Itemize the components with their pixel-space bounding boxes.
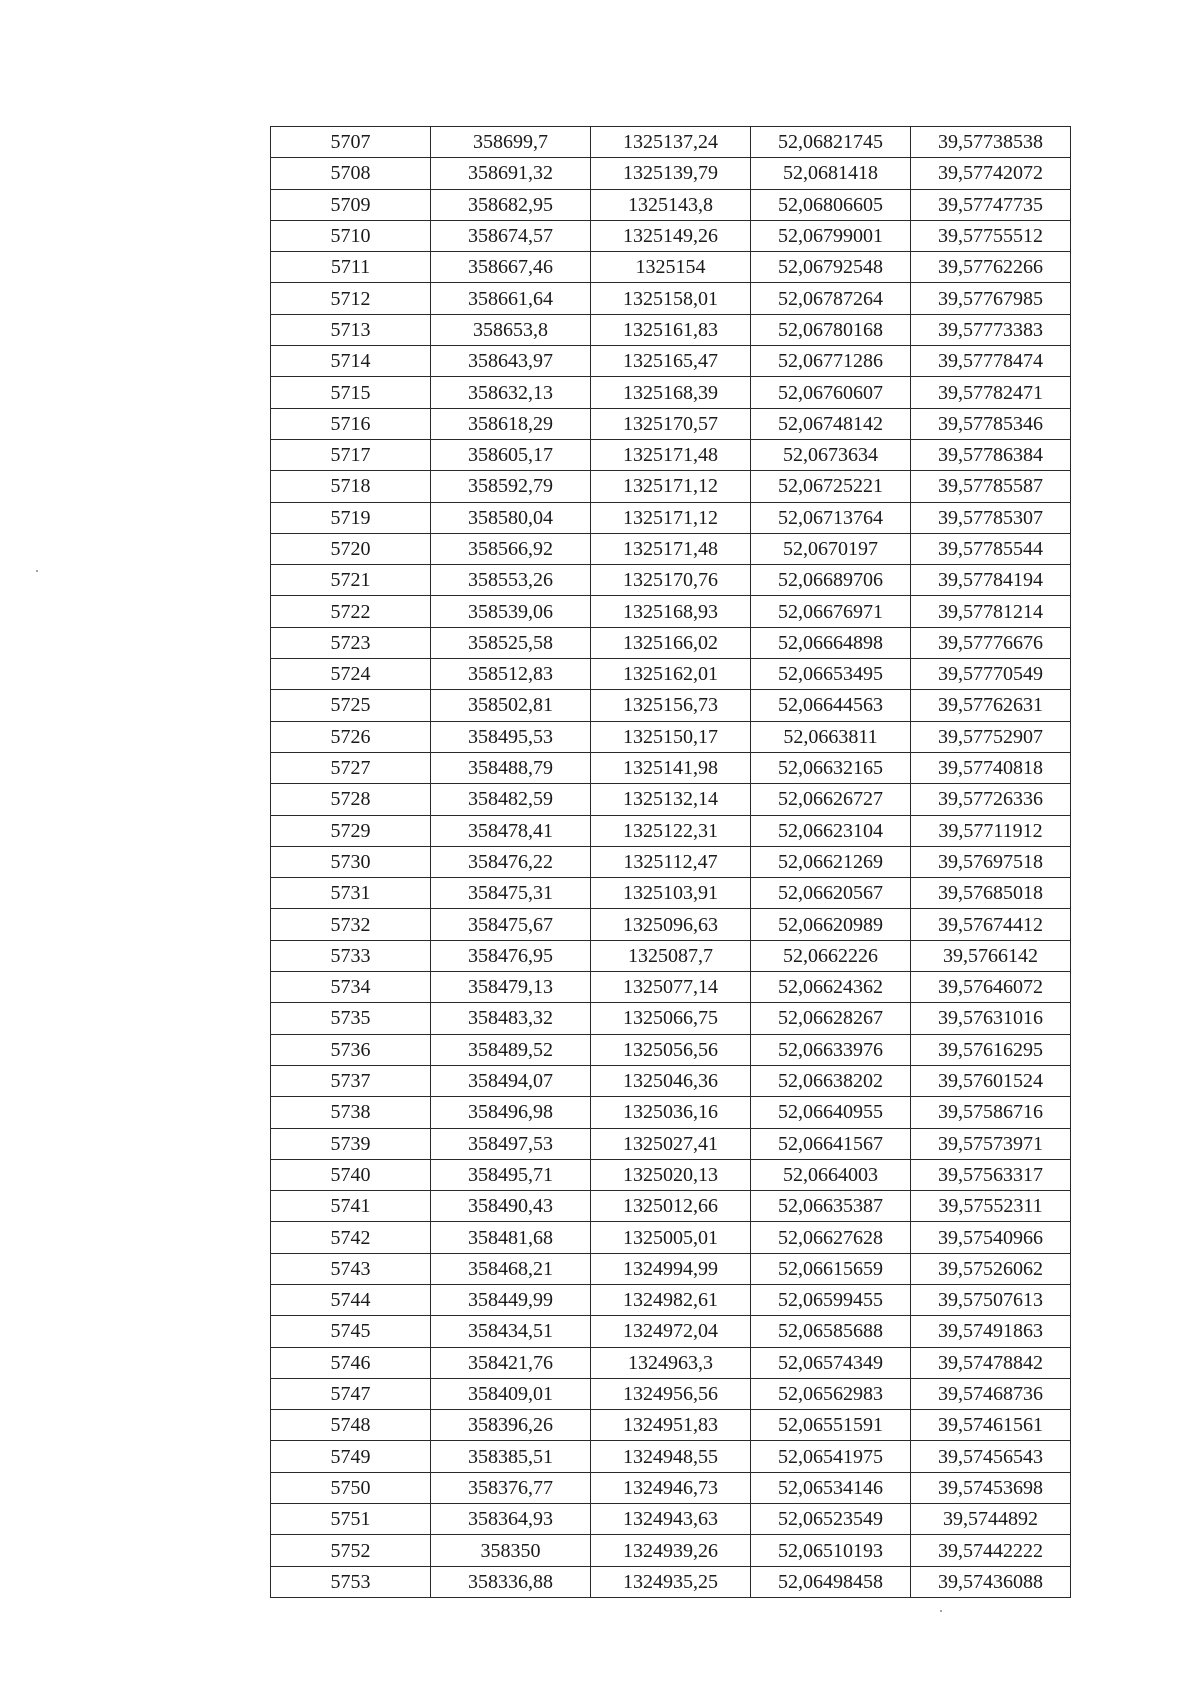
y-coordinate-cell: 1325143,8	[591, 189, 751, 220]
table-row	[271, 565, 1071, 596]
longitude-cell: 39,57631016	[911, 1003, 1071, 1034]
table-row	[271, 940, 1071, 971]
point-number-cell: 5719	[271, 502, 431, 533]
latitude-cell: 52,06599455	[751, 1284, 911, 1315]
y-coordinate-cell: 1325158,01	[591, 283, 751, 314]
point-number-cell: 5725	[271, 690, 431, 721]
x-coordinate-cell: 358495,53	[431, 721, 591, 752]
x-coordinate-cell: 358481,68	[431, 1222, 591, 1253]
longitude-cell: 39,57573971	[911, 1128, 1071, 1159]
latitude-cell: 52,06635387	[751, 1191, 911, 1222]
y-coordinate-cell: 1325103,91	[591, 878, 751, 909]
y-coordinate-cell: 1325087,7	[591, 940, 751, 971]
table-row	[271, 1065, 1071, 1096]
longitude-cell: 39,5766142	[911, 940, 1071, 971]
table-row	[271, 533, 1071, 564]
latitude-cell: 52,06620567	[751, 878, 911, 909]
x-coordinate-cell: 358653,8	[431, 314, 591, 345]
point-number-cell: 5734	[271, 972, 431, 1003]
x-coordinate-cell: 358667,46	[431, 252, 591, 283]
longitude-cell: 39,57601524	[911, 1065, 1071, 1096]
x-coordinate-cell: 358483,32	[431, 1003, 591, 1034]
longitude-cell: 39,57786384	[911, 439, 1071, 470]
y-coordinate-cell: 1324935,25	[591, 1566, 751, 1597]
longitude-cell: 39,57674412	[911, 909, 1071, 940]
x-coordinate-cell: 358475,67	[431, 909, 591, 940]
scan-speck	[940, 1610, 942, 1612]
table-row	[271, 1284, 1071, 1315]
point-number-cell: 5714	[271, 346, 431, 377]
longitude-cell: 39,57767985	[911, 283, 1071, 314]
longitude-cell: 39,57785544	[911, 533, 1071, 564]
y-coordinate-cell: 1324963,3	[591, 1347, 751, 1378]
table-row	[271, 784, 1071, 815]
point-number-cell: 5740	[271, 1159, 431, 1190]
longitude-cell: 39,57778474	[911, 346, 1071, 377]
latitude-cell: 52,06713764	[751, 502, 911, 533]
table-row	[271, 752, 1071, 783]
x-coordinate-cell: 358409,01	[431, 1378, 591, 1409]
latitude-cell: 52,06623104	[751, 815, 911, 846]
table-row	[271, 878, 1071, 909]
longitude-cell: 39,57747735	[911, 189, 1071, 220]
y-coordinate-cell: 1324943,63	[591, 1504, 751, 1535]
x-coordinate-cell: 358643,97	[431, 346, 591, 377]
table-row	[271, 1034, 1071, 1065]
latitude-cell: 52,06632165	[751, 752, 911, 783]
y-coordinate-cell: 1325161,83	[591, 314, 751, 345]
table-row	[271, 1378, 1071, 1409]
y-coordinate-cell: 1325154	[591, 252, 751, 283]
y-coordinate-cell: 1325149,26	[591, 220, 751, 251]
table-row	[271, 1535, 1071, 1566]
x-coordinate-cell: 358478,41	[431, 815, 591, 846]
latitude-cell: 52,06792548	[751, 252, 911, 283]
x-coordinate-cell: 358476,22	[431, 846, 591, 877]
x-coordinate-cell: 358482,59	[431, 784, 591, 815]
point-number-cell: 5753	[271, 1566, 431, 1597]
latitude-cell: 52,06510193	[751, 1535, 911, 1566]
longitude-cell: 39,57436088	[911, 1566, 1071, 1597]
latitude-cell: 52,06771286	[751, 346, 911, 377]
table-row	[271, 377, 1071, 408]
table-row	[271, 1410, 1071, 1441]
table-row	[271, 627, 1071, 658]
latitude-cell: 52,06725221	[751, 471, 911, 502]
point-number-cell: 5723	[271, 627, 431, 658]
latitude-cell: 52,0673634	[751, 439, 911, 470]
x-coordinate-cell: 358699,7	[431, 127, 591, 158]
x-coordinate-cell: 358605,17	[431, 439, 591, 470]
table-row	[271, 439, 1071, 470]
table-row	[271, 815, 1071, 846]
table-row	[271, 127, 1071, 158]
longitude-cell: 39,57782471	[911, 377, 1071, 408]
table-row	[271, 220, 1071, 251]
x-coordinate-cell: 358364,93	[431, 1504, 591, 1535]
y-coordinate-cell: 1325139,79	[591, 158, 751, 189]
x-coordinate-cell: 358618,29	[431, 408, 591, 439]
longitude-cell: 39,57784194	[911, 565, 1071, 596]
longitude-cell: 39,57742072	[911, 158, 1071, 189]
latitude-cell: 52,06574349	[751, 1347, 911, 1378]
x-coordinate-cell: 358421,76	[431, 1347, 591, 1378]
point-number-cell: 5735	[271, 1003, 431, 1034]
latitude-cell: 52,06620989	[751, 909, 911, 940]
table-row	[271, 909, 1071, 940]
latitude-cell: 52,06585688	[751, 1316, 911, 1347]
table-row	[271, 596, 1071, 627]
x-coordinate-cell: 358476,95	[431, 940, 591, 971]
x-coordinate-cell: 358661,64	[431, 283, 591, 314]
point-number-cell: 5743	[271, 1253, 431, 1284]
table-row	[271, 252, 1071, 283]
point-number-cell: 5746	[271, 1347, 431, 1378]
longitude-cell: 39,57616295	[911, 1034, 1071, 1065]
y-coordinate-cell: 1325020,13	[591, 1159, 751, 1190]
point-number-cell: 5737	[271, 1065, 431, 1096]
y-coordinate-cell: 1325168,39	[591, 377, 751, 408]
x-coordinate-cell: 358525,58	[431, 627, 591, 658]
y-coordinate-cell: 1325162,01	[591, 659, 751, 690]
table-row	[271, 1003, 1071, 1034]
x-coordinate-cell: 358580,04	[431, 502, 591, 533]
y-coordinate-cell: 1325027,41	[591, 1128, 751, 1159]
latitude-cell: 52,06799001	[751, 220, 911, 251]
latitude-cell: 52,06689706	[751, 565, 911, 596]
point-number-cell: 5731	[271, 878, 431, 909]
table-row	[271, 408, 1071, 439]
y-coordinate-cell: 1324939,26	[591, 1535, 751, 1566]
longitude-cell: 39,57785307	[911, 502, 1071, 533]
table-row	[271, 1222, 1071, 1253]
latitude-cell: 52,06638202	[751, 1065, 911, 1096]
point-number-cell: 5747	[271, 1378, 431, 1409]
point-number-cell: 5709	[271, 189, 431, 220]
table-row	[271, 1253, 1071, 1284]
y-coordinate-cell: 1325132,14	[591, 784, 751, 815]
latitude-cell: 52,06676971	[751, 596, 911, 627]
table-row	[271, 972, 1071, 1003]
longitude-cell: 39,57540966	[911, 1222, 1071, 1253]
y-coordinate-cell: 1324948,55	[591, 1441, 751, 1472]
longitude-cell: 39,57740818	[911, 752, 1071, 783]
y-coordinate-cell: 1325171,12	[591, 502, 751, 533]
x-coordinate-cell: 358691,32	[431, 158, 591, 189]
point-number-cell: 5716	[271, 408, 431, 439]
latitude-cell: 52,06780168	[751, 314, 911, 345]
y-coordinate-cell: 1325005,01	[591, 1222, 751, 1253]
point-number-cell: 5745	[271, 1316, 431, 1347]
longitude-cell: 39,57685018	[911, 878, 1071, 909]
point-number-cell: 5730	[271, 846, 431, 877]
y-coordinate-cell: 1324946,73	[591, 1472, 751, 1503]
x-coordinate-cell: 358592,79	[431, 471, 591, 502]
latitude-cell: 52,06806605	[751, 189, 911, 220]
y-coordinate-cell: 1325171,12	[591, 471, 751, 502]
x-coordinate-cell: 358497,53	[431, 1128, 591, 1159]
x-coordinate-cell: 358512,83	[431, 659, 591, 690]
point-number-cell: 5717	[271, 439, 431, 470]
x-coordinate-cell: 358336,88	[431, 1566, 591, 1597]
table-row	[271, 471, 1071, 502]
table-row	[271, 659, 1071, 690]
longitude-cell: 39,57711912	[911, 815, 1071, 846]
point-number-cell: 5732	[271, 909, 431, 940]
y-coordinate-cell: 1324951,83	[591, 1410, 751, 1441]
y-coordinate-cell: 1325156,73	[591, 690, 751, 721]
longitude-cell: 39,57781214	[911, 596, 1071, 627]
longitude-cell: 39,57552311	[911, 1191, 1071, 1222]
latitude-cell: 52,06562983	[751, 1378, 911, 1409]
y-coordinate-cell: 1325066,75	[591, 1003, 751, 1034]
x-coordinate-cell: 358376,77	[431, 1472, 591, 1503]
latitude-cell: 52,06534146	[751, 1472, 911, 1503]
latitude-cell: 52,0681418	[751, 158, 911, 189]
longitude-cell: 39,57726336	[911, 784, 1071, 815]
point-number-cell: 5727	[271, 752, 431, 783]
latitude-cell: 52,06628267	[751, 1003, 911, 1034]
table-row	[271, 1441, 1071, 1472]
latitude-cell: 52,06821745	[751, 127, 911, 158]
latitude-cell: 52,06640955	[751, 1097, 911, 1128]
table-row	[271, 1159, 1071, 1190]
latitude-cell: 52,06615659	[751, 1253, 911, 1284]
y-coordinate-cell: 1325165,47	[591, 346, 751, 377]
point-number-cell: 5707	[271, 127, 431, 158]
x-coordinate-cell: 358385,51	[431, 1441, 591, 1472]
y-coordinate-cell: 1325170,57	[591, 408, 751, 439]
y-coordinate-cell: 1325077,14	[591, 972, 751, 1003]
table-row	[271, 1566, 1071, 1597]
table-row	[271, 1191, 1071, 1222]
point-number-cell: 5749	[271, 1441, 431, 1472]
x-coordinate-cell: 358488,79	[431, 752, 591, 783]
x-coordinate-cell: 358489,52	[431, 1034, 591, 1065]
y-coordinate-cell: 1325150,17	[591, 721, 751, 752]
y-coordinate-cell: 1325171,48	[591, 439, 751, 470]
longitude-cell: 39,57762266	[911, 252, 1071, 283]
y-coordinate-cell: 1324994,99	[591, 1253, 751, 1284]
y-coordinate-cell: 1325141,98	[591, 752, 751, 783]
point-number-cell: 5722	[271, 596, 431, 627]
table-row	[271, 314, 1071, 345]
point-number-cell: 5721	[271, 565, 431, 596]
longitude-cell: 39,57456543	[911, 1441, 1071, 1472]
x-coordinate-cell: 358539,06	[431, 596, 591, 627]
table-row	[271, 502, 1071, 533]
x-coordinate-cell: 358449,99	[431, 1284, 591, 1315]
x-coordinate-cell: 358496,98	[431, 1097, 591, 1128]
y-coordinate-cell: 1325168,93	[591, 596, 751, 627]
longitude-cell: 39,57785346	[911, 408, 1071, 439]
point-number-cell: 5752	[271, 1535, 431, 1566]
longitude-cell: 39,57776676	[911, 627, 1071, 658]
y-coordinate-cell: 1325170,76	[591, 565, 751, 596]
y-coordinate-cell: 1324956,56	[591, 1378, 751, 1409]
y-coordinate-cell: 1324972,04	[591, 1316, 751, 1347]
latitude-cell: 52,0670197	[751, 533, 911, 564]
longitude-cell: 39,57586716	[911, 1097, 1071, 1128]
point-number-cell: 5729	[271, 815, 431, 846]
table-row	[271, 1097, 1071, 1128]
latitude-cell: 52,06633976	[751, 1034, 911, 1065]
point-number-cell: 5733	[271, 940, 431, 971]
longitude-cell: 39,57507613	[911, 1284, 1071, 1315]
point-number-cell: 5738	[271, 1097, 431, 1128]
table-row	[271, 690, 1071, 721]
x-coordinate-cell: 358502,81	[431, 690, 591, 721]
longitude-cell: 39,57755512	[911, 220, 1071, 251]
x-coordinate-cell: 358566,92	[431, 533, 591, 564]
longitude-cell: 39,57738538	[911, 127, 1071, 158]
table-row	[271, 1347, 1071, 1378]
point-number-cell: 5742	[271, 1222, 431, 1253]
latitude-cell: 52,06498458	[751, 1566, 911, 1597]
point-number-cell: 5708	[271, 158, 431, 189]
x-coordinate-cell: 358553,26	[431, 565, 591, 596]
x-coordinate-cell: 358434,51	[431, 1316, 591, 1347]
x-coordinate-cell: 358632,13	[431, 377, 591, 408]
point-number-cell: 5736	[271, 1034, 431, 1065]
latitude-cell: 52,06624362	[751, 972, 911, 1003]
point-number-cell: 5739	[271, 1128, 431, 1159]
coordinates-table-body	[271, 127, 1071, 1598]
y-coordinate-cell: 1325096,63	[591, 909, 751, 940]
x-coordinate-cell: 358468,21	[431, 1253, 591, 1284]
latitude-cell: 52,06627628	[751, 1222, 911, 1253]
table-row	[271, 1472, 1071, 1503]
table-row	[271, 1504, 1071, 1535]
point-number-cell: 5724	[271, 659, 431, 690]
x-coordinate-cell: 358682,95	[431, 189, 591, 220]
point-number-cell: 5741	[271, 1191, 431, 1222]
x-coordinate-cell: 358350	[431, 1535, 591, 1566]
latitude-cell: 52,06641567	[751, 1128, 911, 1159]
coordinates-table	[270, 126, 1071, 1598]
latitude-cell: 52,06626727	[751, 784, 911, 815]
latitude-cell: 52,06621269	[751, 846, 911, 877]
y-coordinate-cell: 1325112,47	[591, 846, 751, 877]
point-number-cell: 5710	[271, 220, 431, 251]
point-number-cell: 5715	[271, 377, 431, 408]
y-coordinate-cell: 1325137,24	[591, 127, 751, 158]
y-coordinate-cell: 1325056,56	[591, 1034, 751, 1065]
x-coordinate-cell: 358674,57	[431, 220, 591, 251]
table-row	[271, 1316, 1071, 1347]
x-coordinate-cell: 358475,31	[431, 878, 591, 909]
longitude-cell: 39,57785587	[911, 471, 1071, 502]
y-coordinate-cell: 1325122,31	[591, 815, 751, 846]
y-coordinate-cell: 1325166,02	[591, 627, 751, 658]
longitude-cell: 39,57442222	[911, 1535, 1071, 1566]
latitude-cell: 52,06541975	[751, 1441, 911, 1472]
latitude-cell: 52,06664898	[751, 627, 911, 658]
table-row	[271, 189, 1071, 220]
point-number-cell: 5726	[271, 721, 431, 752]
point-number-cell: 5713	[271, 314, 431, 345]
table-row	[271, 1128, 1071, 1159]
point-number-cell: 5712	[271, 283, 431, 314]
table-row	[271, 158, 1071, 189]
x-coordinate-cell: 358396,26	[431, 1410, 591, 1441]
table-row	[271, 721, 1071, 752]
longitude-cell: 39,57478842	[911, 1347, 1071, 1378]
x-coordinate-cell: 358490,43	[431, 1191, 591, 1222]
longitude-cell: 39,57697518	[911, 846, 1071, 877]
y-coordinate-cell: 1325171,48	[591, 533, 751, 564]
longitude-cell: 39,57491863	[911, 1316, 1071, 1347]
longitude-cell: 39,57646072	[911, 972, 1071, 1003]
point-number-cell: 5728	[271, 784, 431, 815]
longitude-cell: 39,57453698	[911, 1472, 1071, 1503]
longitude-cell: 39,57773383	[911, 314, 1071, 345]
y-coordinate-cell: 1325046,36	[591, 1065, 751, 1096]
longitude-cell: 39,57563317	[911, 1159, 1071, 1190]
point-number-cell: 5750	[271, 1472, 431, 1503]
longitude-cell: 39,57762631	[911, 690, 1071, 721]
point-number-cell: 5711	[271, 252, 431, 283]
y-coordinate-cell: 1325036,16	[591, 1097, 751, 1128]
latitude-cell: 52,0664003	[751, 1159, 911, 1190]
latitude-cell: 52,06644563	[751, 690, 911, 721]
latitude-cell: 52,0662226	[751, 940, 911, 971]
y-coordinate-cell: 1325012,66	[591, 1191, 751, 1222]
latitude-cell: 52,06523549	[751, 1504, 911, 1535]
y-coordinate-cell: 1324982,61	[591, 1284, 751, 1315]
x-coordinate-cell: 358494,07	[431, 1065, 591, 1096]
table-row	[271, 346, 1071, 377]
longitude-cell: 39,57526062	[911, 1253, 1071, 1284]
x-coordinate-cell: 358495,71	[431, 1159, 591, 1190]
latitude-cell: 52,06653495	[751, 659, 911, 690]
longitude-cell: 39,57461561	[911, 1410, 1071, 1441]
longitude-cell: 39,57752907	[911, 721, 1071, 752]
latitude-cell: 52,0663811	[751, 721, 911, 752]
scan-speck	[36, 570, 38, 572]
x-coordinate-cell: 358479,13	[431, 972, 591, 1003]
latitude-cell: 52,06748142	[751, 408, 911, 439]
point-number-cell: 5720	[271, 533, 431, 564]
longitude-cell: 39,5744892	[911, 1504, 1071, 1535]
point-number-cell: 5748	[271, 1410, 431, 1441]
point-number-cell: 5744	[271, 1284, 431, 1315]
point-number-cell: 5751	[271, 1504, 431, 1535]
latitude-cell: 52,06551591	[751, 1410, 911, 1441]
latitude-cell: 52,06760607	[751, 377, 911, 408]
longitude-cell: 39,57468736	[911, 1378, 1071, 1409]
table-row	[271, 846, 1071, 877]
latitude-cell: 52,06787264	[751, 283, 911, 314]
point-number-cell: 5718	[271, 471, 431, 502]
longitude-cell: 39,57770549	[911, 659, 1071, 690]
table-row	[271, 283, 1071, 314]
